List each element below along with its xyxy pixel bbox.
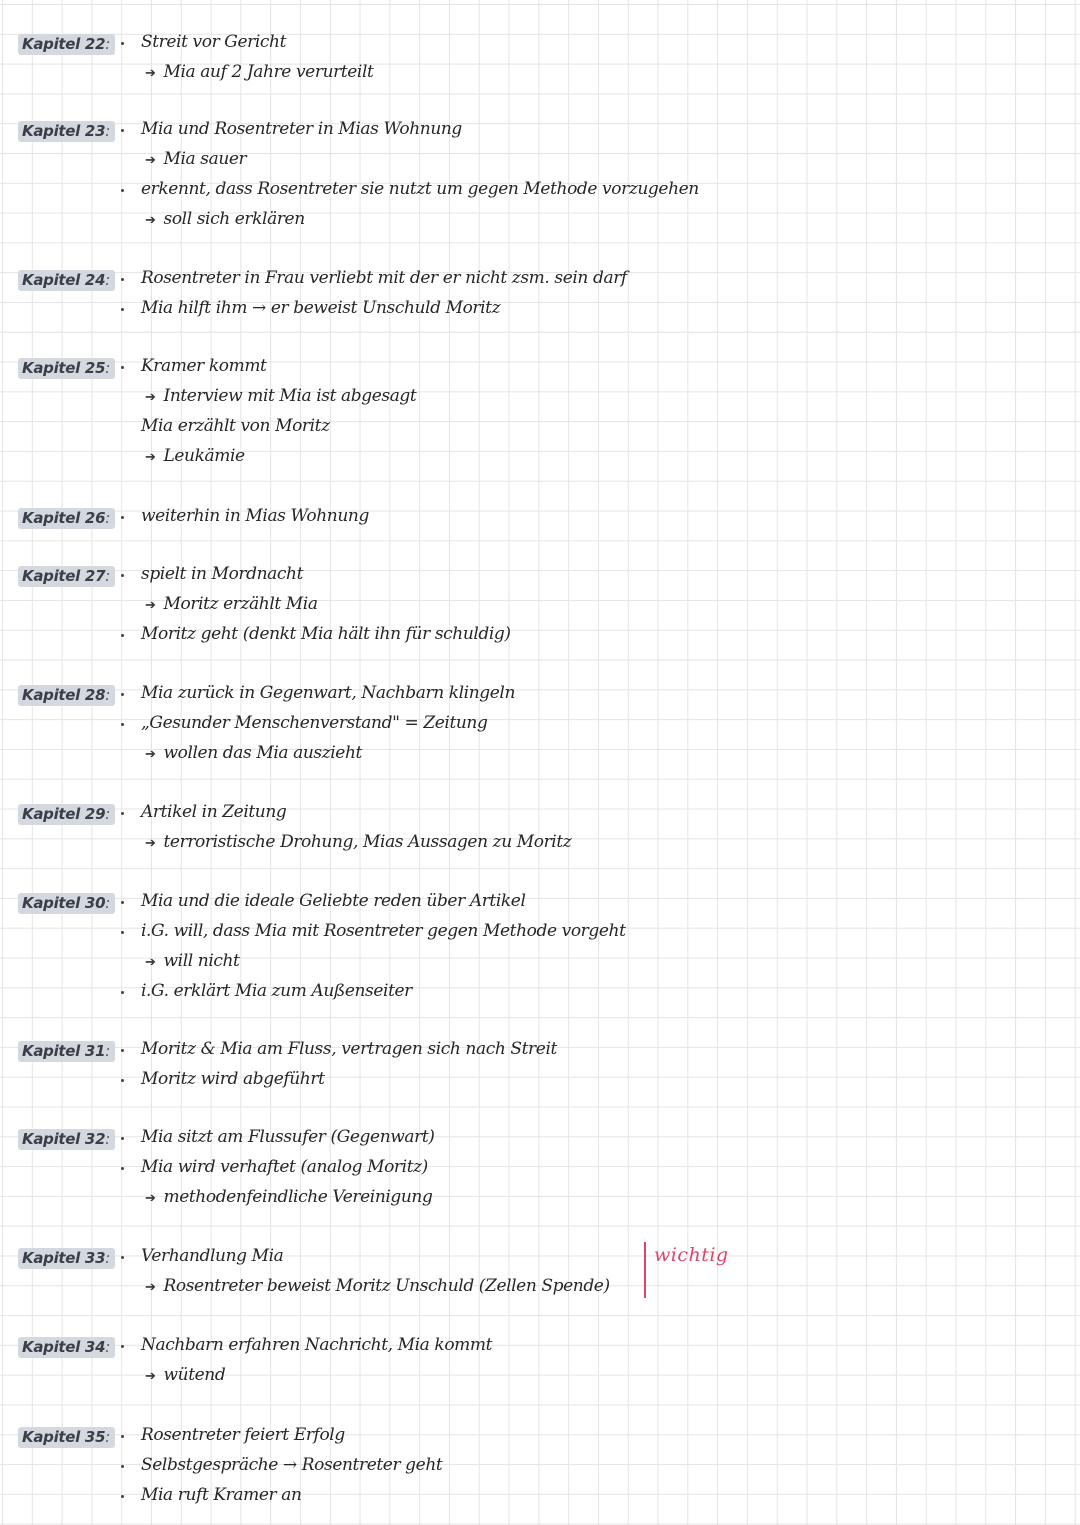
note-line [0, 1457, 760, 1487]
note-text: Moritz & Mia am Fluss, vertragen sich nach Streit [141, 1039, 557, 1059]
bullet-dot [121, 278, 124, 281]
bullet-dot [121, 812, 124, 815]
chapter-label-text: Kapitel 23 [22, 122, 106, 140]
chapter-label: Kapitel 33: [18, 1248, 115, 1269]
arrow-right-icon: ➔ [145, 1280, 156, 1295]
bullet-dot [121, 1495, 124, 1498]
chapter-label-text: Kapitel 27 [22, 567, 106, 585]
note-text: Mia sauer [163, 149, 247, 169]
note-text: Mia auf 2 Jahre verurteilt [163, 62, 374, 82]
arrow-right-icon: ➔ [145, 955, 156, 970]
bullet-dot [121, 574, 124, 577]
note-text: terroristische Drohung, Mias Aussagen zu Moritz [163, 832, 572, 852]
note-line [0, 685, 760, 715]
note-text: Mia hilft ihm → er beweist Unschuld Moritz [141, 298, 501, 318]
chapter-label: Kapitel 28: [18, 685, 115, 706]
arrow-right-icon: ➔ [145, 598, 156, 613]
note-text: Verhandlung Mia [141, 1246, 284, 1266]
note-text: weiterhin in Mias Wohnung [141, 506, 369, 526]
chapter-label: Kapitel 23: [18, 121, 115, 142]
bullet-dot [121, 308, 124, 311]
note-text: wütend [163, 1365, 226, 1385]
arrow-right-icon: ➔ [145, 213, 156, 228]
note-text: Streit vor Gericht [141, 32, 287, 52]
chapter-label: Kapitel 24: [18, 270, 115, 291]
bullet-dot [121, 1079, 124, 1082]
arrow-right-icon: ➔ [145, 1369, 156, 1384]
note-line [0, 804, 760, 834]
note-text: Rosentreter feiert Erfolg [141, 1425, 345, 1445]
note-line [0, 983, 760, 1013]
note-line [0, 1129, 760, 1159]
note-line [0, 1189, 760, 1219]
note-text: Leukämie [163, 446, 245, 466]
note-line [0, 1487, 760, 1517]
bullet-dot [121, 189, 124, 192]
note-text: Mia zurück in Gegenwart, Nachbarn klingeln [141, 683, 515, 703]
note-text: Rosentreter beweist Moritz Unschuld (Zellen Spende) [163, 1276, 610, 1296]
note-text: Mia erzählt von Moritz [141, 416, 330, 436]
note-line [0, 1337, 760, 1367]
chapter-label-text: Kapitel 25 [22, 359, 106, 377]
chapter-label-text: Kapitel 33 [22, 1249, 106, 1267]
note-line [0, 745, 760, 775]
bullet-dot [121, 1049, 124, 1052]
bullet-dot [121, 516, 124, 519]
note-text: Rosentreter in Frau verliebt mit der er nicht zsm. sein darf [141, 268, 627, 288]
note-text: erkennt, dass Rosentreter sie nutzt um gegen Methode vorzugehen [141, 179, 699, 199]
chapter-label: Kapitel 27: [18, 566, 115, 587]
chapter-label: Kapitel 22: [18, 34, 115, 55]
note-line [0, 211, 760, 241]
bullet-dot [121, 1167, 124, 1170]
margin-note-text: wichtig [654, 1244, 729, 1266]
chapter-label-text: Kapitel 35 [22, 1428, 106, 1446]
chapter-label: Kapitel 35: [18, 1427, 115, 1448]
chapter-label: Kapitel 26: [18, 508, 115, 529]
chapter-label-text: Kapitel 22 [22, 35, 106, 53]
note-line [0, 566, 760, 596]
note-text: Mia ruft Kramer an [141, 1485, 302, 1505]
chapter-label: Kapitel 34: [18, 1337, 115, 1358]
margin-note [644, 1242, 729, 1298]
bullet-dot [121, 1345, 124, 1348]
note-text: methodenfeindliche Vereinigung [163, 1187, 433, 1207]
note-text: Moritz erzählt Mia [163, 594, 318, 614]
chapter-label-text: Kapitel 32 [22, 1130, 106, 1148]
note-line [0, 1367, 760, 1397]
note-line [0, 181, 760, 211]
bullet-dot [121, 634, 124, 637]
note-line [0, 388, 760, 418]
note-line [0, 626, 760, 656]
note-text: will nicht [163, 951, 240, 971]
chapter-label-text: Kapitel 30 [22, 894, 106, 912]
chapter-label-text: Kapitel 24 [22, 271, 106, 289]
chapter-label: Kapitel 32: [18, 1129, 115, 1150]
note-line [0, 418, 760, 448]
chapter-label: Kapitel 30: [18, 893, 115, 914]
note-line [0, 448, 760, 478]
note-line [0, 34, 760, 64]
chapter-label-text: Kapitel 31 [22, 1042, 106, 1060]
note-line [0, 596, 760, 626]
note-text: Mia und Rosentreter in Mias Wohnung [141, 119, 462, 139]
note-text: spielt in Mordnacht [141, 564, 304, 584]
note-line [0, 151, 760, 181]
note-text: Moritz geht (denkt Mia hält ihn für schuldig) [141, 624, 511, 644]
note-line [0, 923, 760, 953]
note-text: Mia wird verhaftet (analog Moritz) [141, 1157, 428, 1177]
note-line [0, 121, 760, 151]
bullet-dot [121, 1256, 124, 1259]
bullet-dot [121, 991, 124, 994]
chapter-label: Kapitel 31: [18, 1041, 115, 1062]
note-line [0, 834, 760, 864]
note-line [0, 64, 760, 94]
note-line [0, 358, 760, 388]
chapter-label-text: Kapitel 26 [22, 509, 106, 527]
note-line [0, 715, 760, 745]
chapter-label: Kapitel 29: [18, 804, 115, 825]
note-text: Mia sitzt am Flussufer (Gegenwart) [141, 1127, 435, 1147]
note-text: i.G. will, dass Mia mit Rosentreter gegen Methode vorgeht [141, 921, 626, 941]
arrow-right-icon: ➔ [145, 66, 156, 81]
note-text: wollen das Mia auszieht [163, 743, 362, 763]
note-text: Mia und die ideale Geliebte reden über Artikel [141, 891, 526, 911]
note-line [0, 508, 760, 538]
note-line [0, 953, 760, 983]
note-text: Kramer kommt [141, 356, 267, 376]
chapter-label-text: Kapitel 34 [22, 1338, 106, 1356]
arrow-right-icon: ➔ [145, 1191, 156, 1206]
bullet-dot [121, 693, 124, 696]
arrow-right-icon: ➔ [145, 747, 156, 762]
bullet-dot [121, 42, 124, 45]
chapter-label-text: Kapitel 28 [22, 686, 106, 704]
note-line [0, 300, 760, 330]
bullet-dot [121, 723, 124, 726]
note-text: i.G. erklärt Mia zum Außenseiter [141, 981, 412, 1001]
note-line [0, 1427, 760, 1457]
note-text: Interview mit Mia ist abgesagt [163, 386, 417, 406]
bullet-dot [121, 901, 124, 904]
note-text: „Gesunder Menschenverstand" = Zeitung [141, 713, 488, 733]
note-text: Artikel in Zeitung [141, 802, 287, 822]
note-text: Nachbarn erfahren Nachricht, Mia kommt [141, 1335, 493, 1355]
bullet-dot [121, 1465, 124, 1468]
arrow-right-icon: ➔ [145, 153, 156, 168]
note-line [0, 1071, 760, 1101]
note-line [0, 270, 760, 300]
note-line [0, 893, 760, 923]
arrow-right-icon: ➔ [145, 450, 156, 465]
arrow-right-icon: ➔ [145, 836, 156, 851]
note-line [0, 1159, 760, 1189]
note-text: Selbstgespräche → Rosentreter geht [141, 1455, 443, 1475]
chapter-label-text: Kapitel 29 [22, 805, 106, 823]
note-text: Moritz wird abgeführt [141, 1069, 325, 1089]
bullet-dot [121, 1137, 124, 1140]
bullet-dot [121, 366, 124, 369]
arrow-right-icon: ➔ [145, 390, 156, 405]
bullet-dot [121, 1435, 124, 1438]
bullet-dot [121, 931, 124, 934]
note-text: soll sich erklären [163, 209, 305, 229]
chapter-label: Kapitel 25: [18, 358, 115, 379]
note-line [0, 1041, 760, 1071]
bullet-dot [121, 129, 124, 132]
